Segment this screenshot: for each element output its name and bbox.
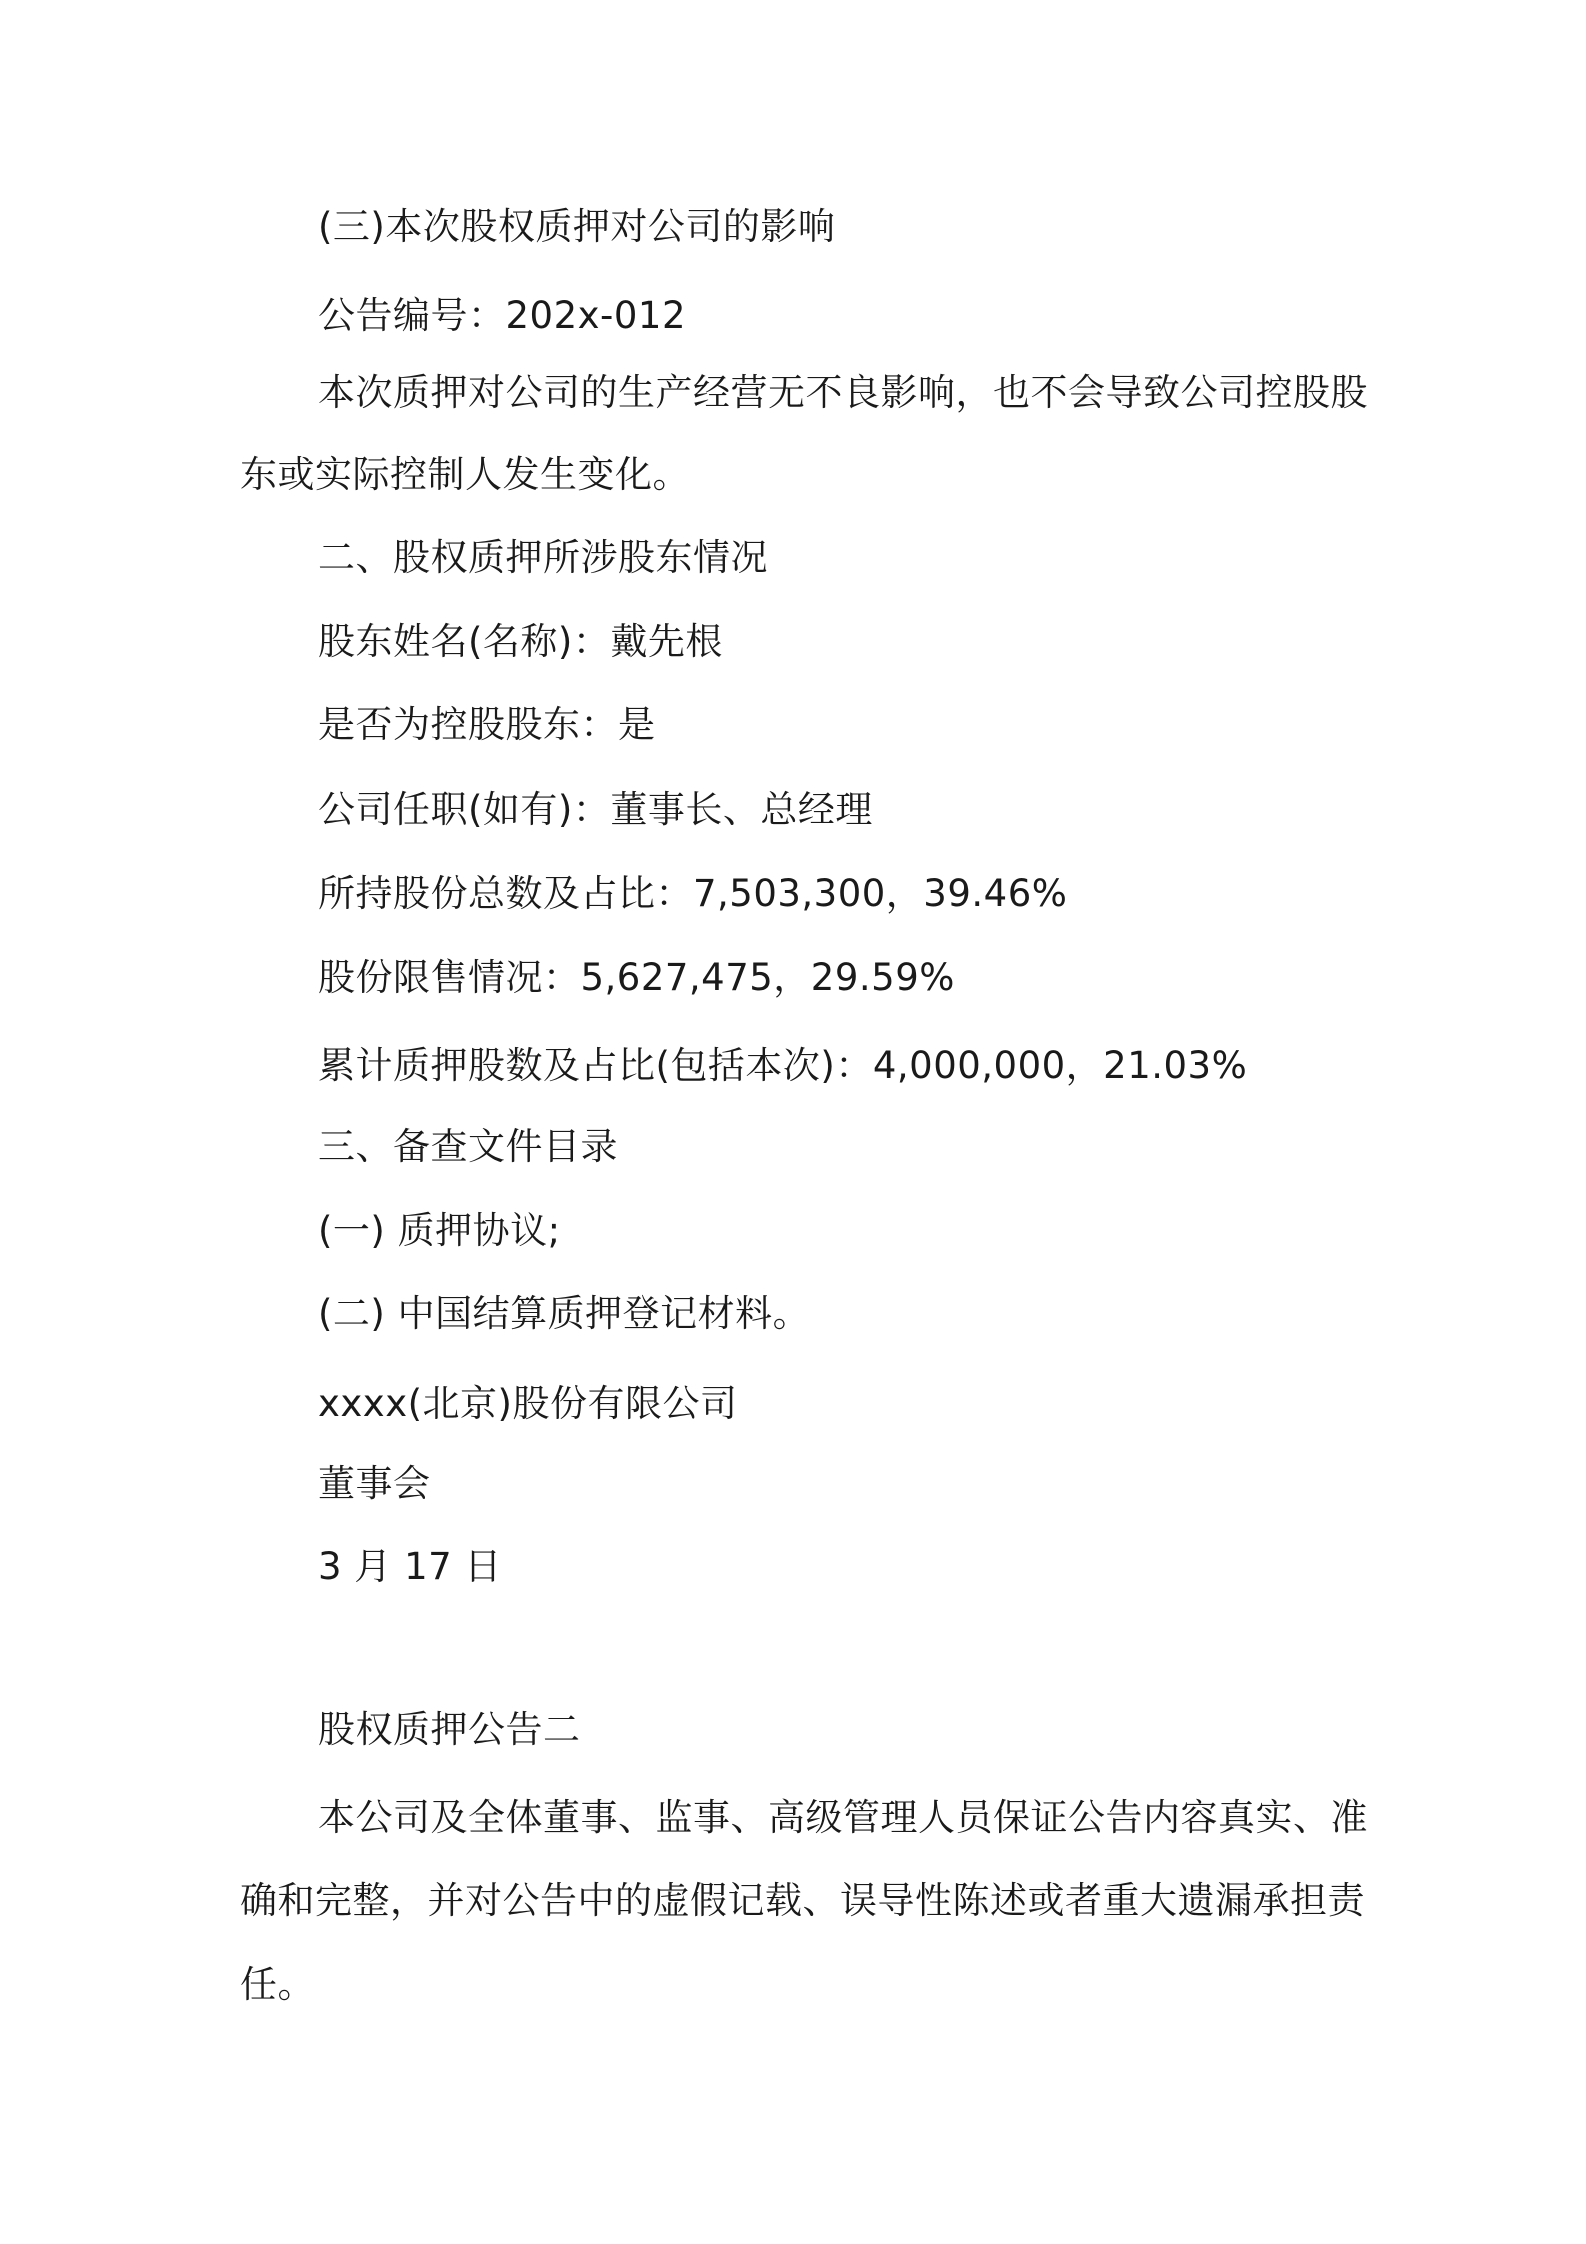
notice-number: 公告编号：202x-012	[318, 294, 686, 337]
cumulative-pledged: 累计质押股数及占比(包括本次)：4,000,000，21.03%	[318, 1044, 1248, 1087]
second-notice-line-2: 确和完整，并对公告中的虚假记载、误导性陈述或者重大遗漏承担责	[240, 1879, 1365, 1922]
document-item-1: (一) 质押协议;	[318, 1209, 561, 1252]
second-notice-line-3: 任。	[240, 1963, 315, 2006]
company-position: 公司任职(如有)：董事长、总经理	[318, 788, 873, 831]
second-notice-title: 股权质押公告二	[318, 1708, 581, 1751]
signature-company: xxxx(北京)股份有限公司	[318, 1382, 738, 1425]
impact-text-line-2: 东或实际控制人发生变化。	[240, 453, 690, 496]
document-item-2: (二) 中国结算质押登记材料。	[318, 1292, 811, 1335]
is-controlling-shareholder: 是否为控股股东：是	[318, 703, 656, 746]
signature-board: 董事会	[318, 1462, 431, 1505]
section-three-heading: (三)本次股权质押对公司的影响	[318, 205, 836, 248]
restricted-shares: 股份限售情况：5,627,475，29.59%	[318, 956, 955, 999]
shareholder-section-heading: 二、股权质押所涉股东情况	[318, 536, 768, 579]
shareholder-name: 股东姓名(名称)：戴先根	[318, 620, 723, 663]
impact-text-line-1: 本次质押对公司的生产经营无不良影响，也不会导致公司控股股	[318, 371, 1368, 414]
second-notice-line-1: 本公司及全体董事、监事、高级管理人员保证公告内容真实、准	[318, 1796, 1368, 1839]
signature-date: 3 月 17 日	[318, 1545, 502, 1588]
documents-section-heading: 三、备查文件目录	[318, 1125, 618, 1168]
total-shares: 所持股份总数及占比：7,503,300，39.46%	[318, 872, 1068, 915]
